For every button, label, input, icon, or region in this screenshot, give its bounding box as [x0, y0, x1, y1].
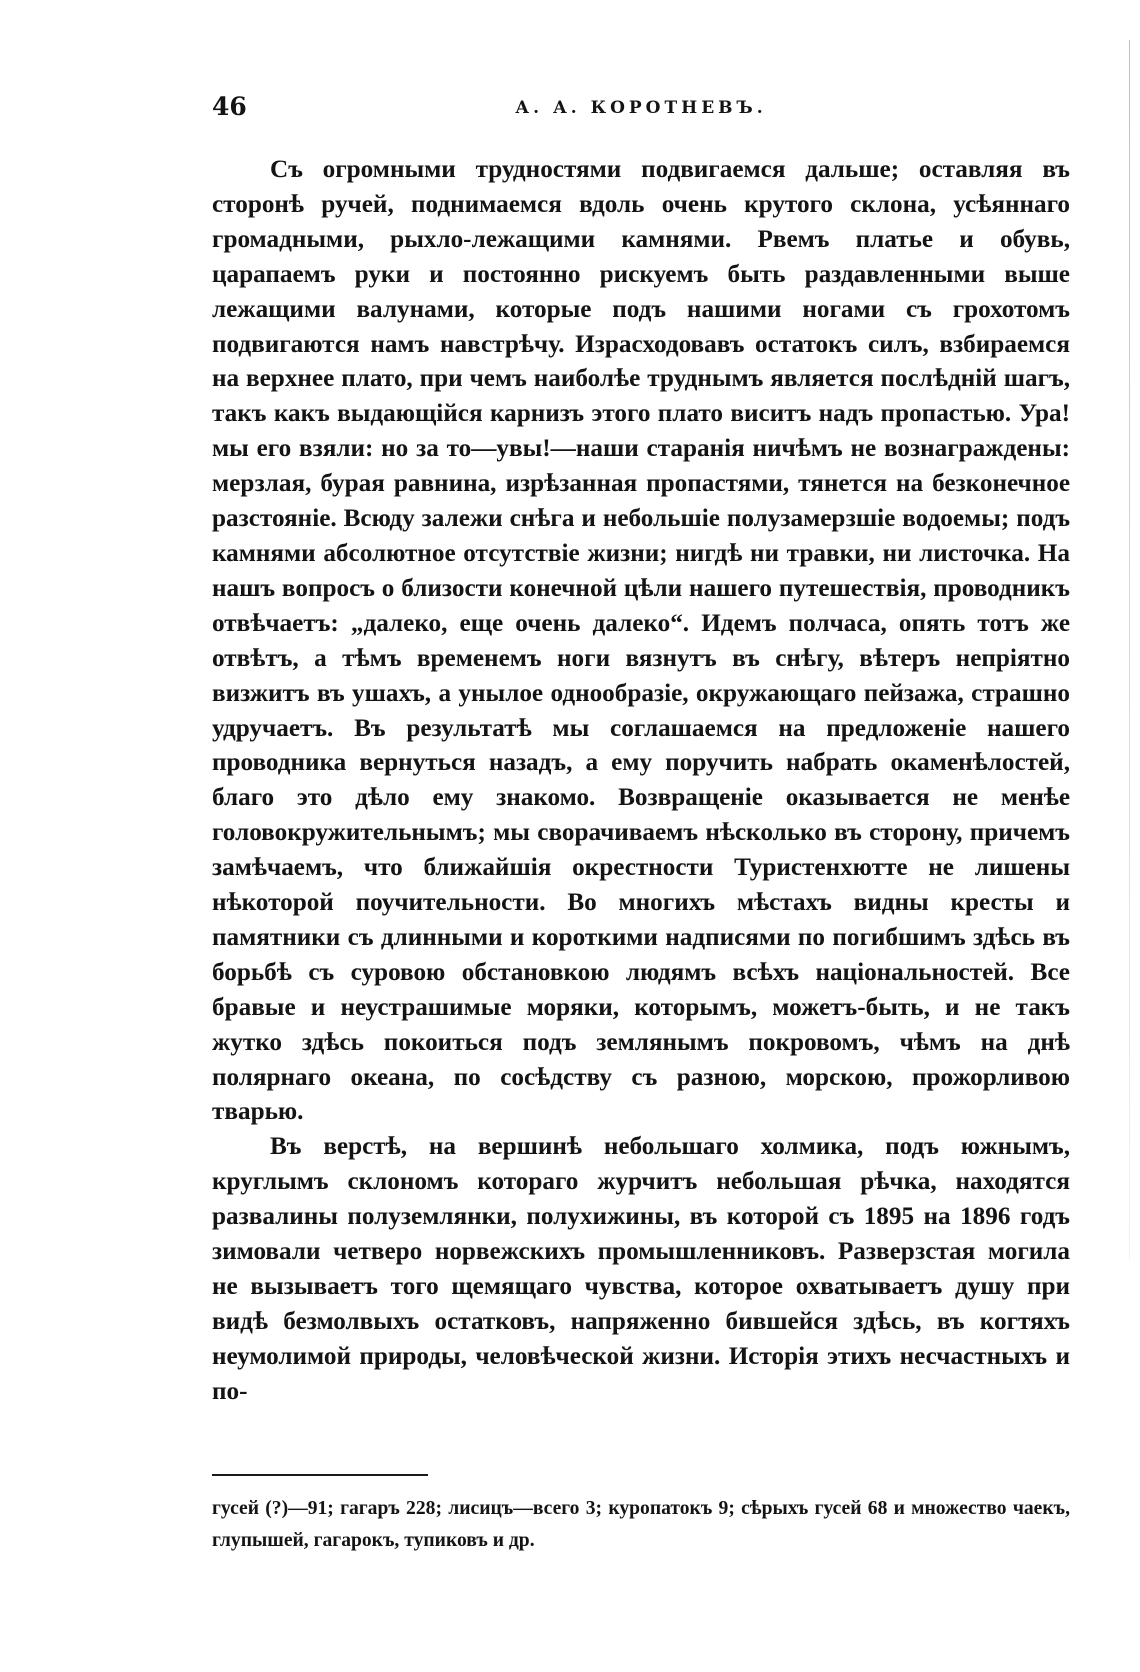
- paragraph-1: Съ огромными трудностями подвигаемся дальше; оставляя въ сторонѣ ручей, поднимаемся вдоль очень крутого склона, усѣяннаго громадными, рыхло-лежащими камнями. Рвемъ платье и обувь, царапаемъ руки и постоянно рискуемъ быть раздавленными выше лежащими валунами, которые подъ нашими ногами съ грохотомъ подвигаются намъ навстрѣчу. Израсходовавъ остатокъ силъ, взбираемся на верхнее плато, при чемъ наиболѣе труднымъ является послѣднiй шагъ, такъ какъ выдающiйся карнизъ этого плато виситъ надъ пропастью. Ура! мы его взяли: но за то—увы!—наши старанiя ничѣмъ не вознаграждены: мерзлая, бурая равнина, изрѣзанная пропастями, тянется на безконечное разстоянiе. Всюду залежи снѣга и небольшiе полузамерзшiе водоемы; подъ камнями абсолютное отсутствiе жизни; нигдѣ ни травки, ни листочка. На нашъ вопросъ о близости конечной цѣли нашего путешествiя, проводникъ отвѣчаетъ: „далеко, еще очень далеко“. Идемъ полчаса, опять тотъ же отвѣтъ, а тѣмъ временемъ ноги вязнутъ въ снѣгу, вѣтеръ непрiятно визжитъ въ ушахъ, а унылое однообразiе, окружающаго пейзажа, страшно удручаетъ. Въ результатѣ мы соглашаемся на предложенiе нашего проводника вернуться назадъ, а ему поручить набрать окаменѣлостей, благо это дѣло ему знакомо. Возвращенiе оказывается не менѣе головокружительнымъ; мы сворачиваемъ нѣсколько въ сторону, причемъ замѣчаемъ, что ближайшiя окрестности Туристенхютте не лишены нѣкоторой поучительности. Во многихъ мѣстахъ видны кресты и памятники съ длинными и короткими надписями по погибшимъ здѣсь въ борьбѣ съ суровою обстановкою людямъ всѣхъ нацiональностей. Все бравые и неустрашимые моряки, которымъ, можетъ-быть, и не такъ жутко здѣсь покоиться подъ землянымъ покровомъ, чѣмъ на днѣ полярнаго океана, по сосѣдству съ разною, морскою, прожорливою тварью.: [212, 156, 1070, 1126]
- footnote-text: гусей (?)—91; гагаръ 228; лисицъ—всего 3; куропатокъ 9; сѣрыхъ гусей 68 и множество чаекъ, глупышей, гагарокъ, тупиковъ и др.: [212, 1498, 1070, 1551]
- footnote: [212, 1493, 1070, 1557]
- page-number: 46: [212, 92, 247, 121]
- scan-edge-line: [1129, 40, 1130, 1260]
- footnote-rule: [212, 1474, 428, 1476]
- body-text: [212, 153, 1070, 1410]
- paragraph-2: Въ верстѣ, на вершинѣ небольшаго холмика, подъ южнымъ, круглымъ склономъ котораго журчитъ небольшая рѣчка, находятся развалины полуземлянки, полухижины, въ которой съ 1895 на 1896 годъ зимовали четверо норвежскихъ промышленниковъ. Разверзстая могила не вызываетъ того щемящаго чувства, которое охватываетъ душу при видѣ безмолвыхъ остатковъ, напряженно бившейся здѣсь, въ когтяхъ неумолимой природы, человѣческой жизни. Исторiя этихъ несчастныхъ и по-: [212, 1133, 1070, 1405]
- running-head: А. А. КОРОТНЕВЪ.: [515, 98, 767, 118]
- page-header: [212, 92, 1070, 132]
